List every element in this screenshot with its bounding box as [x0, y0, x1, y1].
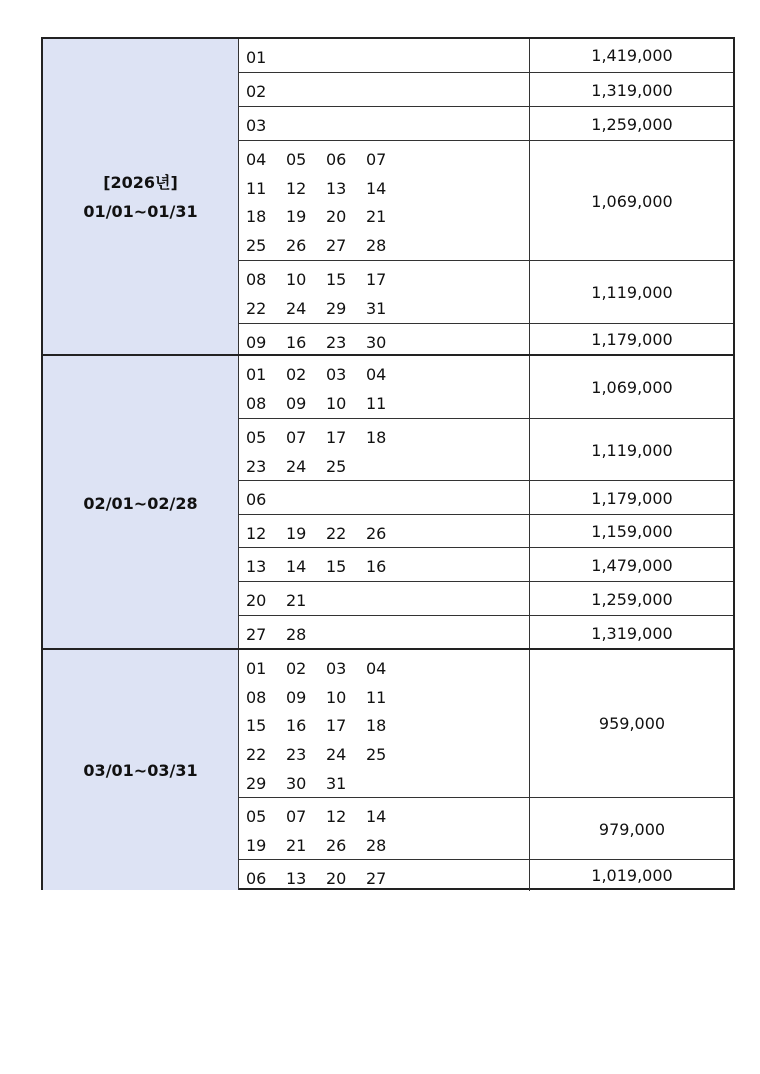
date-line [246, 361, 529, 390]
date-value: 26 [286, 236, 307, 256]
year-label: [2026년] [103, 172, 178, 192]
date-value: 23 [286, 745, 307, 765]
dates-cell [239, 356, 530, 418]
period-cell [43, 39, 239, 354]
table-row [239, 581, 733, 616]
date-value: 28 [366, 835, 387, 855]
date-line [246, 621, 529, 650]
date-value: 30 [286, 773, 307, 793]
date-line [246, 684, 529, 713]
date-value: 12 [326, 807, 347, 826]
date-value: 22 [246, 745, 267, 765]
date-line [246, 203, 529, 232]
date-line [246, 741, 529, 770]
date-value: 06 [246, 869, 267, 888]
dates-cell [239, 419, 530, 481]
price-cell: 1,179,000 [591, 330, 673, 349]
price-cell: 1,259,000 [591, 589, 673, 609]
table-row [239, 615, 733, 651]
price-cell: 1,119,000 [591, 440, 673, 460]
date-value: 24 [326, 745, 347, 765]
date-value: 17 [326, 428, 347, 447]
date-line [246, 175, 529, 204]
date-value: 05 [246, 807, 267, 826]
period-range: 02/01~02/28 [83, 493, 198, 513]
date-value: 20 [326, 869, 347, 888]
date-value: 01 [246, 48, 267, 67]
date-value: 09 [286, 393, 307, 413]
date-value: 13 [326, 178, 347, 198]
date-line [246, 424, 529, 453]
date-value: 22 [326, 524, 347, 543]
date-value: 03 [326, 365, 347, 384]
date-value: 15 [326, 270, 347, 289]
date-value: 27 [366, 869, 387, 888]
date-value: 26 [366, 524, 387, 543]
date-line [246, 266, 529, 295]
date-value: 19 [286, 524, 307, 543]
date-value: 20 [246, 591, 267, 610]
date-value: 08 [246, 393, 267, 413]
price-cell: 1,159,000 [591, 522, 673, 541]
date-value: 06 [246, 490, 267, 509]
date-value: 15 [326, 557, 347, 576]
period-group [43, 354, 733, 650]
date-value: 08 [246, 687, 267, 707]
date-line [246, 520, 529, 549]
date-value: 04 [366, 365, 387, 384]
table-row [239, 106, 733, 141]
dates-cell [239, 798, 530, 860]
date-line [246, 453, 529, 482]
date-value: 31 [326, 773, 347, 793]
date-value: 14 [366, 807, 387, 826]
price-cell: 1,019,000 [591, 866, 673, 885]
date-value: 08 [246, 270, 267, 289]
date-line [246, 44, 529, 73]
price-cell: 1,479,000 [591, 555, 673, 575]
date-value: 24 [286, 456, 307, 476]
date-value: 16 [286, 333, 307, 352]
date-value: 27 [326, 236, 347, 256]
date-value: 23 [326, 333, 347, 352]
price-rows [239, 650, 733, 890]
dates-cell [239, 261, 530, 324]
date-value: 07 [366, 150, 387, 169]
dates-cell [239, 39, 530, 72]
date-value: 25 [366, 745, 387, 765]
dates-cell [239, 107, 530, 141]
date-value: 03 [326, 659, 347, 678]
period-range: 03/01~03/31 [83, 760, 198, 780]
date-line [246, 295, 529, 324]
table-row [239, 39, 733, 72]
dates-cell [239, 616, 530, 651]
date-value: 07 [286, 428, 307, 447]
dates-cell [239, 548, 530, 582]
dates-cell [239, 650, 530, 797]
dates-cell [239, 141, 530, 261]
date-line [246, 865, 529, 894]
price-cell: 1,419,000 [591, 46, 673, 65]
table-row [239, 480, 733, 515]
date-value: 17 [326, 716, 347, 736]
date-value: 21 [286, 835, 307, 855]
date-value: 17 [366, 270, 387, 289]
date-value: 04 [246, 150, 267, 169]
date-line [246, 146, 529, 175]
date-value: 18 [366, 716, 387, 736]
date-value: 30 [366, 333, 387, 352]
date-line [246, 587, 529, 616]
date-value: 21 [286, 591, 307, 610]
date-value: 16 [286, 716, 307, 736]
date-value: 27 [246, 625, 267, 644]
period-group [43, 648, 733, 890]
date-value: 01 [246, 659, 267, 678]
date-line [246, 770, 529, 799]
date-value: 05 [286, 150, 307, 169]
period-cell [43, 650, 239, 890]
price-table [41, 37, 735, 890]
date-value: 02 [286, 659, 307, 678]
price-cell: 1,319,000 [591, 80, 673, 100]
date-value: 19 [286, 207, 307, 227]
price-cell: 959,000 [598, 714, 666, 733]
date-value: 22 [246, 298, 267, 318]
date-line [246, 112, 529, 141]
price-cell: 1,319,000 [591, 624, 673, 643]
date-value: 10 [326, 687, 347, 707]
date-value: 26 [326, 835, 347, 855]
dates-cell [239, 582, 530, 616]
date-value: 31 [366, 298, 387, 318]
date-value: 28 [366, 236, 387, 256]
date-value: 05 [246, 428, 267, 447]
date-value: 13 [246, 557, 267, 576]
date-line [246, 655, 529, 684]
date-value: 11 [366, 393, 387, 413]
price-rows [239, 39, 733, 354]
date-line [246, 390, 529, 419]
date-value: 11 [246, 178, 267, 198]
period-cell [43, 356, 239, 650]
date-line [246, 78, 529, 107]
date-line [246, 232, 529, 261]
date-value: 14 [366, 178, 387, 198]
date-value: 29 [246, 773, 267, 793]
date-value: 02 [246, 82, 267, 101]
date-value: 01 [246, 365, 267, 384]
date-value: 09 [246, 333, 267, 352]
price-rows [239, 356, 733, 650]
date-value: 25 [246, 236, 267, 256]
price-cell: 979,000 [598, 819, 666, 839]
table-row [239, 547, 733, 582]
price-cell: 1,179,000 [591, 488, 673, 508]
date-value: 10 [326, 393, 347, 413]
period-range: 01/01~01/31 [83, 201, 198, 221]
date-value: 18 [246, 207, 267, 227]
table-row [239, 140, 733, 261]
date-value: 12 [246, 524, 267, 543]
date-value: 03 [246, 116, 267, 135]
price-cell: 1,119,000 [591, 283, 673, 302]
date-line [246, 553, 529, 582]
price-cell: 1,069,000 [591, 377, 673, 397]
price-cell: 1,069,000 [591, 191, 673, 211]
date-value: 19 [246, 835, 267, 855]
date-value: 23 [246, 456, 267, 476]
price-cell: 1,259,000 [591, 114, 673, 134]
date-line [246, 803, 529, 832]
table-row [239, 260, 733, 324]
date-value: 07 [286, 807, 307, 826]
dates-cell [239, 515, 530, 548]
dates-cell [239, 324, 530, 355]
date-line [246, 712, 529, 741]
date-value: 20 [326, 207, 347, 227]
date-value: 06 [326, 150, 347, 169]
date-value: 13 [286, 869, 307, 888]
table-row [239, 859, 733, 891]
dates-cell [239, 860, 530, 891]
date-line [246, 832, 529, 861]
table-row [239, 323, 733, 355]
date-value: 14 [286, 557, 307, 576]
date-value: 04 [366, 659, 387, 678]
date-value: 15 [246, 716, 267, 736]
period-group [43, 39, 733, 354]
table-row [239, 418, 733, 481]
dates-cell [239, 73, 530, 107]
date-value: 16 [366, 557, 387, 576]
date-line [246, 486, 529, 515]
date-value: 11 [366, 687, 387, 707]
date-value: 24 [286, 298, 307, 318]
date-value: 12 [286, 178, 307, 198]
table-row [239, 356, 733, 418]
table-row [239, 650, 733, 797]
date-value: 02 [286, 365, 307, 384]
table-row [239, 797, 733, 860]
date-value: 25 [326, 456, 347, 476]
date-value: 09 [286, 687, 307, 707]
dates-cell [239, 481, 530, 515]
date-value: 18 [366, 428, 387, 447]
table-row [239, 514, 733, 548]
date-value: 28 [286, 625, 307, 644]
table-row [239, 72, 733, 107]
date-value: 10 [286, 270, 307, 289]
date-value: 29 [326, 298, 347, 318]
date-value: 21 [366, 207, 387, 227]
